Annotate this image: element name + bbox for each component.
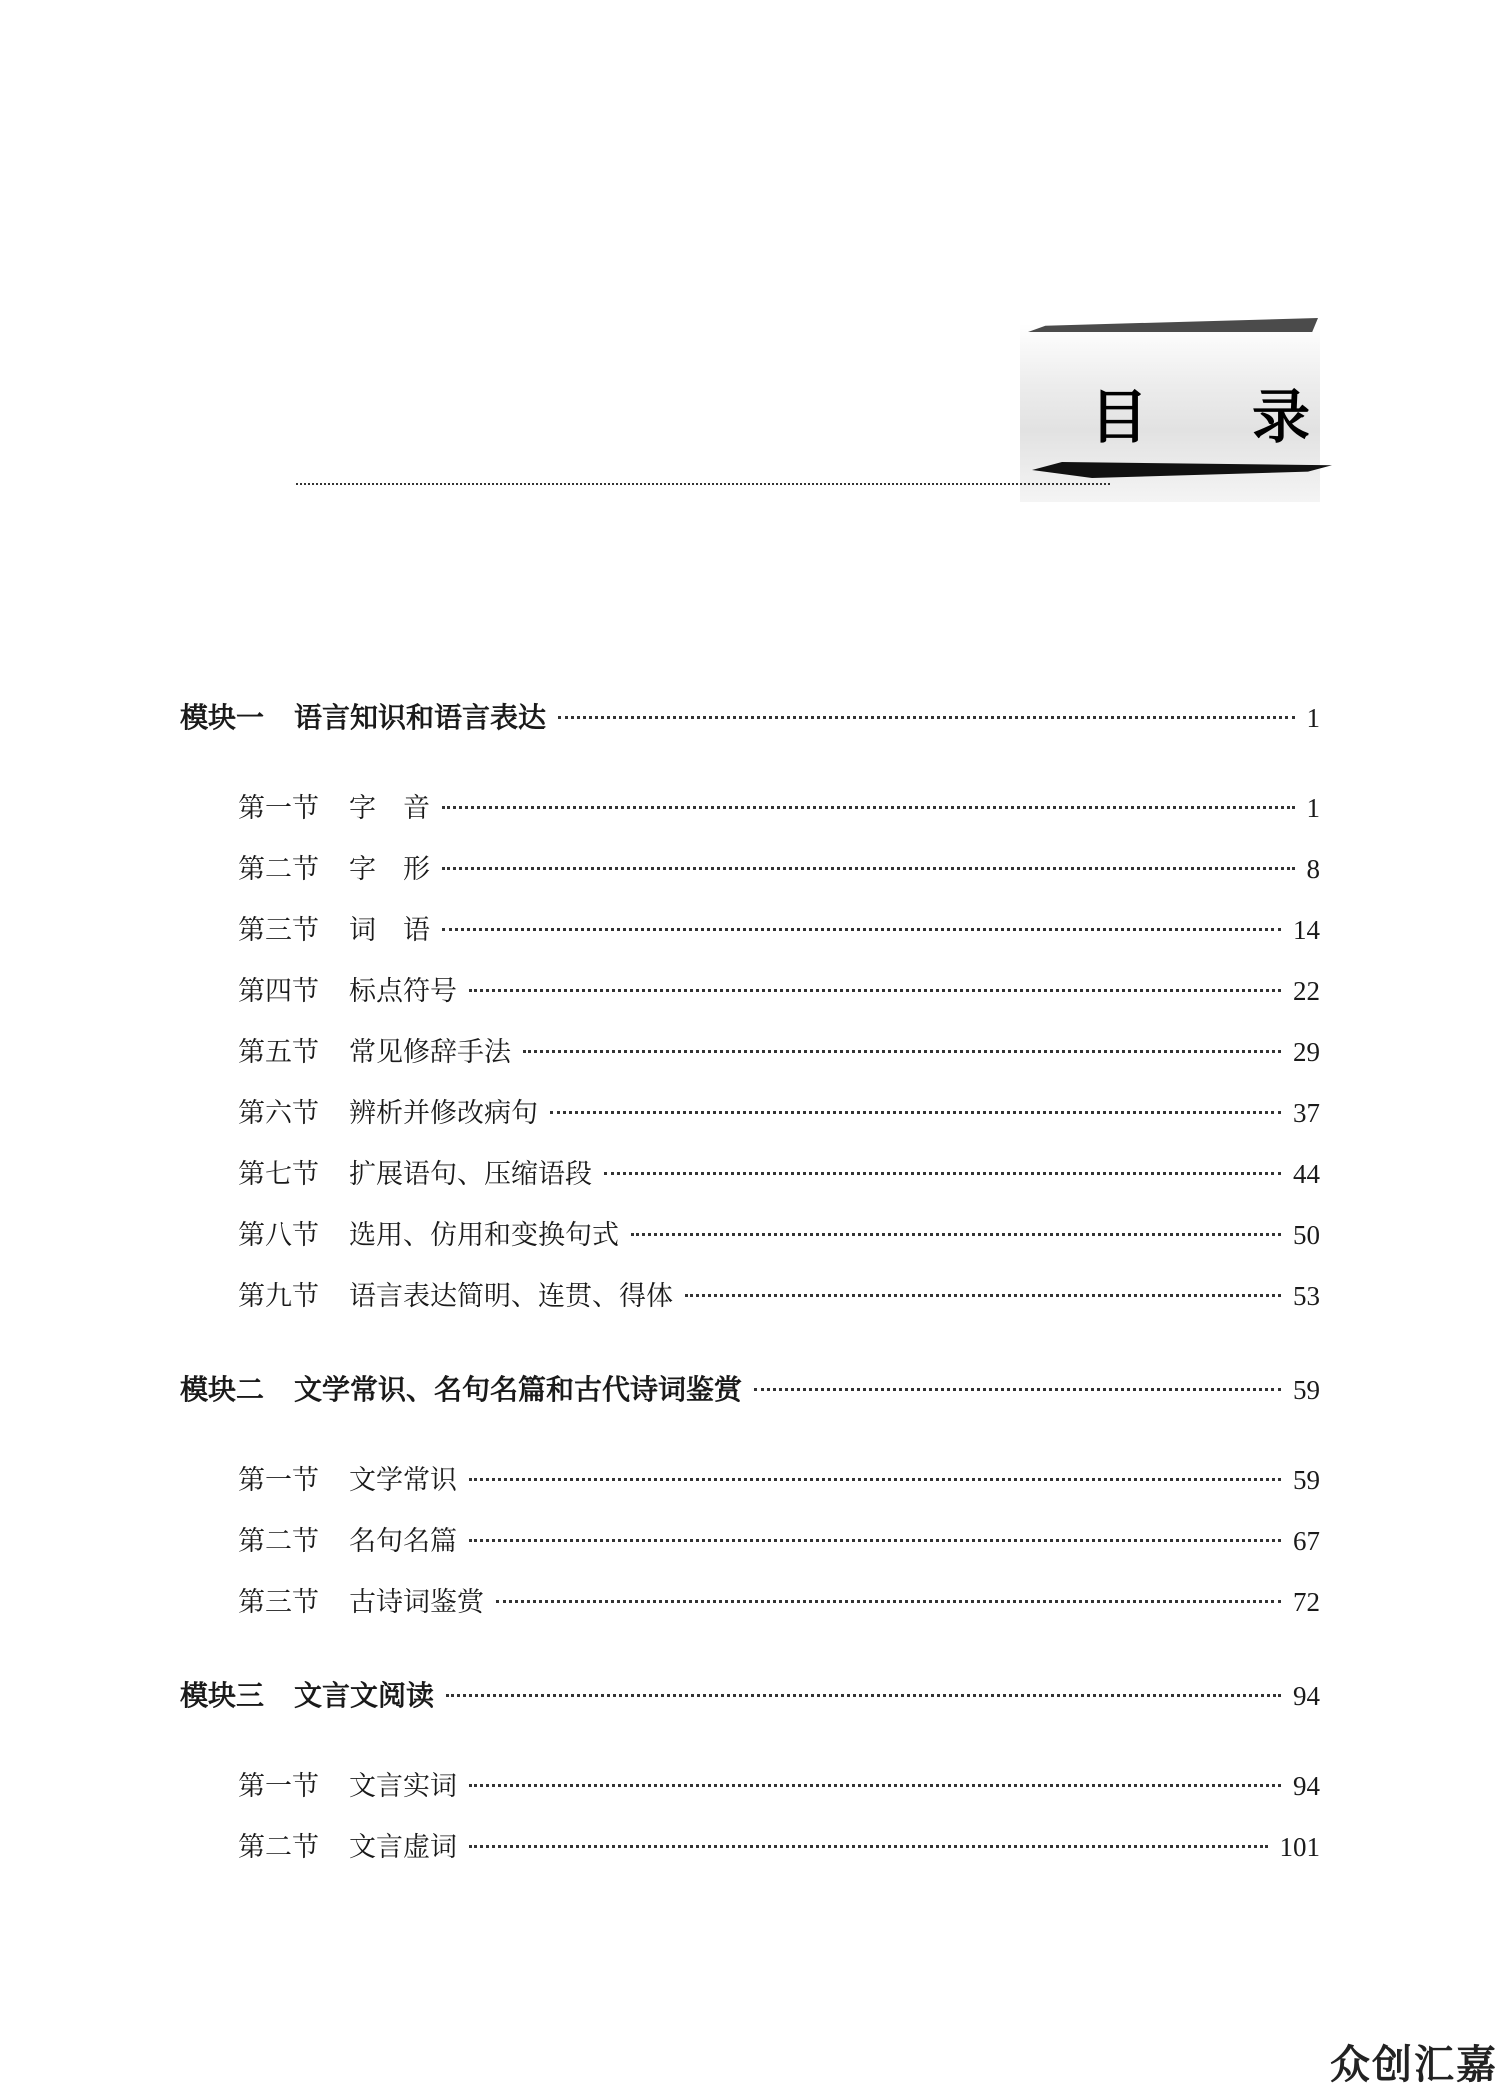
- toc-entry-title: 文言文阅读: [294, 1679, 435, 1712]
- toc-leader-dots: [523, 1050, 1281, 1053]
- toc-entry-number: 第五节: [238, 1037, 319, 1068]
- toc-section-1-9[interactable]: [238, 1278, 1320, 1315]
- toc-entry-title: 语言表达简明、连贯、得体: [349, 1281, 673, 1312]
- toc-entry-title: 文言虚词: [349, 1832, 457, 1863]
- toc-page-number: 1: [1306, 703, 1320, 733]
- toc-entry-number: 第一节: [238, 1771, 319, 1802]
- toc-leader-dots: [442, 928, 1281, 931]
- toc-leader-dots: [685, 1294, 1281, 1297]
- toc-title-block: [1020, 318, 1320, 508]
- toc-module-1[interactable]: [180, 700, 1320, 736]
- toc-page-number: 22: [1293, 976, 1320, 1006]
- page-title-char-2: 录: [1251, 383, 1310, 451]
- toc-page-number: 44: [1293, 1159, 1320, 1189]
- toc-entry-title: 文言实词: [349, 1771, 457, 1802]
- toc-entry-number: 第三节: [238, 915, 319, 946]
- toc-section-1-1[interactable]: [238, 790, 1320, 827]
- toc-entry-title: 名句名篇: [349, 1526, 457, 1557]
- toc-section-1-7[interactable]: [238, 1156, 1320, 1193]
- toc-leader-dots: [469, 1784, 1281, 1787]
- toc-entry-number: 第九节: [238, 1281, 319, 1312]
- toc-entry-number: 第一节: [238, 793, 319, 824]
- toc-section-1-3[interactable]: [238, 912, 1320, 949]
- toc-section-1-2[interactable]: [238, 851, 1320, 888]
- toc-entry-title: 文学常识、名句名篇和古代诗词鉴赏: [294, 1373, 743, 1406]
- toc-page-number: 72: [1293, 1587, 1320, 1617]
- toc-section-3-1[interactable]: [238, 1768, 1320, 1805]
- toc-entry-number: 第一节: [238, 1465, 319, 1496]
- toc-page-number: 67: [1293, 1526, 1320, 1556]
- toc-entry-number: 第七节: [238, 1159, 319, 1190]
- toc-leader-dots: [754, 1388, 1281, 1391]
- toc-page-number: 37: [1293, 1098, 1320, 1128]
- toc-entry-title: 字 形: [349, 854, 430, 885]
- toc-entry-title: 词 语: [349, 915, 430, 946]
- toc-leader-dots: [442, 867, 1295, 870]
- publisher-watermark: 众创汇嘉: [1330, 2042, 1498, 2088]
- toc-leader-dots: [469, 989, 1281, 992]
- toc-leader-dots: [550, 1111, 1281, 1114]
- toc-entry-title: 标点符号: [349, 976, 457, 1007]
- toc-leader-dots: [496, 1600, 1281, 1603]
- toc-entry-title: 字 音: [349, 793, 430, 824]
- toc-entry-number: 模块一: [180, 701, 265, 734]
- toc-entry-number: 第四节: [238, 976, 319, 1007]
- toc-page-number: 50: [1293, 1220, 1320, 1250]
- toc-section-1-6[interactable]: [238, 1095, 1320, 1132]
- toc-page-number: 59: [1293, 1465, 1320, 1495]
- toc-entry-title: 辨析并修改病句: [349, 1098, 538, 1129]
- title-dotted-rule: [296, 483, 1110, 485]
- toc-entry-number: 模块三: [180, 1679, 265, 1712]
- toc-entry-title: 古诗词鉴赏: [349, 1587, 484, 1618]
- toc-page-number: 29: [1293, 1037, 1320, 1067]
- toc-entry-number: 第三节: [238, 1587, 319, 1618]
- toc-page-number: 94: [1293, 1771, 1320, 1801]
- page-title-char-1: 目: [1090, 383, 1149, 451]
- toc-page-number: 101: [1279, 1832, 1320, 1862]
- toc-section-3-2[interactable]: [238, 1829, 1320, 1866]
- toc-entry-number: 第二节: [238, 854, 319, 885]
- toc-section-2-2[interactable]: [238, 1523, 1320, 1560]
- toc-page-number: 1: [1306, 793, 1320, 823]
- toc-entry-number: 模块二: [180, 1373, 265, 1406]
- toc-page-number: 8: [1306, 854, 1320, 884]
- toc-entry-title: 文学常识: [349, 1465, 457, 1496]
- toc-entry-title: 语言知识和语言表达: [294, 701, 547, 734]
- toc-leader-dots: [558, 716, 1294, 719]
- toc-section-2-3[interactable]: [238, 1584, 1320, 1621]
- toc-entry-title: 选用、仿用和变换句式: [349, 1220, 619, 1251]
- toc-section-1-5[interactable]: [238, 1034, 1320, 1071]
- toc-leader-dots: [442, 806, 1295, 809]
- toc-section-1-8[interactable]: [238, 1217, 1320, 1254]
- toc-page-number: 53: [1293, 1281, 1320, 1311]
- toc-entry-title: 常见修辞手法: [349, 1037, 511, 1068]
- toc-entry-number: 第八节: [238, 1220, 319, 1251]
- title-brush-stroke-top: [1028, 318, 1318, 332]
- toc-leader-dots: [469, 1539, 1281, 1542]
- toc-entry-number: 第二节: [238, 1526, 319, 1557]
- toc-page-number: 59: [1293, 1375, 1320, 1405]
- toc-page-number: 14: [1293, 915, 1320, 945]
- toc-entry-title: 扩展语句、压缩语段: [349, 1159, 592, 1190]
- toc-leader-dots: [604, 1172, 1281, 1175]
- toc-leader-dots: [446, 1694, 1281, 1697]
- toc-section-2-1[interactable]: [238, 1462, 1320, 1499]
- toc-leader-dots: [469, 1845, 1268, 1848]
- toc-section-1-4[interactable]: [238, 973, 1320, 1010]
- toc-entry-number: 第二节: [238, 1832, 319, 1863]
- toc-module-2[interactable]: [180, 1372, 1320, 1408]
- toc-leader-dots: [469, 1478, 1281, 1481]
- page-title: [1090, 370, 1310, 454]
- toc-leader-dots: [631, 1233, 1281, 1236]
- toc-entry-number: 第六节: [238, 1098, 319, 1129]
- toc-page-number: 94: [1293, 1681, 1320, 1711]
- toc-module-3[interactable]: [180, 1678, 1320, 1714]
